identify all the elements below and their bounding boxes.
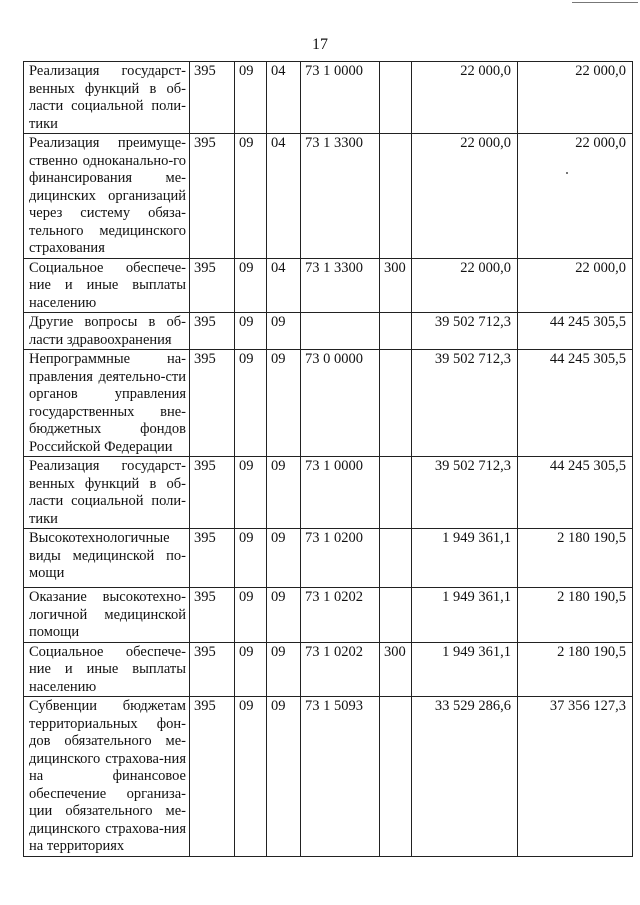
amount-year-1: 33 529 286,6 xyxy=(412,697,518,857)
row-name: Непрограммные на-правления деятельно-сти органов управления государственных вне-бюджетных фондов Российской Федерации xyxy=(24,350,190,457)
subsection-code: 09 xyxy=(267,529,301,588)
amount-year-1: 22 000,0 xyxy=(412,134,518,259)
scan-artifact-top xyxy=(572,2,638,3)
expense-type-code xyxy=(380,457,412,529)
table-row xyxy=(24,134,633,259)
subsection-code: 09 xyxy=(267,697,301,857)
amount-year-2: 2 180 190,5 xyxy=(518,642,633,697)
amount-year-2: 2 180 190,5 xyxy=(518,588,633,643)
row-name: Реализация преимуще-ственно одноканально-го финансирования ме-дицинских организаций через систему обяза-тельного медицинского страхования xyxy=(24,134,190,259)
admin-code: 395 xyxy=(190,134,235,259)
admin-code: 395 xyxy=(190,350,235,457)
target-code: 73 1 3300 xyxy=(301,258,380,313)
section-code: 09 xyxy=(235,529,267,588)
admin-code: 395 xyxy=(190,588,235,643)
amount-year-1: 1 949 361,1 xyxy=(412,588,518,643)
amount-year-1: 39 502 712,3 xyxy=(412,313,518,350)
target-code: 73 1 0202 xyxy=(301,588,380,643)
row-name: Социальное обеспече-ние и иные выплаты населению xyxy=(24,258,190,313)
admin-code: 395 xyxy=(190,457,235,529)
target-code: 73 1 0000 xyxy=(301,62,380,134)
amount-year-1: 39 502 712,3 xyxy=(412,457,518,529)
target-code xyxy=(301,313,380,350)
target-code: 73 0 0000 xyxy=(301,350,380,457)
target-code: 73 1 0000 xyxy=(301,457,380,529)
amount-year-1: 1 949 361,1 xyxy=(412,529,518,588)
admin-code: 395 xyxy=(190,313,235,350)
subsection-code: 09 xyxy=(267,642,301,697)
subsection-code: 09 xyxy=(267,457,301,529)
expense-type-code xyxy=(380,313,412,350)
admin-code: 395 xyxy=(190,62,235,134)
amount-year-2: 22 000,0 xyxy=(518,62,633,134)
expense-type-code: 300 xyxy=(380,258,412,313)
section-code: 09 xyxy=(235,134,267,259)
amount-year-1: 22 000,0 xyxy=(412,258,518,313)
expense-type-code xyxy=(380,697,412,857)
section-code: 09 xyxy=(235,697,267,857)
table-row xyxy=(24,642,633,697)
row-name: Высокотехнологичные виды медицинской по-мощи xyxy=(24,529,190,588)
row-name: Социальное обеспече-ние и иные выплаты населению xyxy=(24,642,190,697)
table-row xyxy=(24,697,633,857)
admin-code: 395 xyxy=(190,529,235,588)
section-code: 09 xyxy=(235,313,267,350)
subsection-code: 04 xyxy=(267,258,301,313)
admin-code: 395 xyxy=(190,697,235,857)
amount-year-2: 2 180 190,5 xyxy=(518,529,633,588)
amount-year-2: 44 245 305,5 xyxy=(518,457,633,529)
subsection-code: 09 xyxy=(267,313,301,350)
page-number: 17 xyxy=(312,36,328,53)
table-row xyxy=(24,313,633,350)
table-row xyxy=(24,529,633,588)
target-code: 73 1 3300 xyxy=(301,134,380,259)
row-name: Реализация государст-венных функций в об-ласти социальной поли-тики xyxy=(24,62,190,134)
amount-year-2: 22 000,0 xyxy=(518,258,633,313)
amount-year-1: 39 502 712,3 xyxy=(412,350,518,457)
section-code: 09 xyxy=(235,642,267,697)
target-code: 73 1 0202 xyxy=(301,642,380,697)
table-row xyxy=(24,457,633,529)
row-name: Реализация государст-венных функций в об-ласти социальной поли-тики xyxy=(24,457,190,529)
target-code: 73 1 5093 xyxy=(301,697,380,857)
expense-type-code xyxy=(380,62,412,134)
amount-year-2: 22 000,0 xyxy=(518,134,633,259)
amount-year-1: 22 000,0 xyxy=(412,62,518,134)
table-row xyxy=(24,588,633,643)
amount-year-2: 37 356 127,3 xyxy=(518,697,633,857)
admin-code: 395 xyxy=(190,258,235,313)
expense-type-code: 300 xyxy=(380,642,412,697)
expense-type-code xyxy=(380,588,412,643)
expense-type-code xyxy=(380,350,412,457)
section-code: 09 xyxy=(235,62,267,134)
section-code: 09 xyxy=(235,350,267,457)
table-row xyxy=(24,62,633,134)
target-code: 73 1 0200 xyxy=(301,529,380,588)
row-name: Субвенции бюджетам территориальных фон-дов обязательного ме-дицинского страхова-ния на финансовое обеспечение организа-ции обязательного ме-дицинского страхова-ния на территориях xyxy=(24,697,190,857)
amount-year-2: 44 245 305,5 xyxy=(518,313,633,350)
amount-year-1: 1 949 361,1 xyxy=(412,642,518,697)
amount-year-2: 44 245 305,5 xyxy=(518,350,633,457)
subsection-code: 09 xyxy=(267,350,301,457)
expense-type-code xyxy=(380,134,412,259)
table-row xyxy=(24,258,633,313)
subsection-code: 09 xyxy=(267,588,301,643)
section-code: 09 xyxy=(235,588,267,643)
section-code: 09 xyxy=(235,457,267,529)
budget-table xyxy=(23,61,633,857)
section-code: 09 xyxy=(235,258,267,313)
subsection-code: 04 xyxy=(267,134,301,259)
admin-code: 395 xyxy=(190,642,235,697)
subsection-code: 04 xyxy=(267,62,301,134)
row-name: Другие вопросы в об-ласти здравоохранения xyxy=(24,313,190,350)
row-name: Оказание высокотехно-логичной медицинской помощи xyxy=(24,588,190,643)
expense-type-code xyxy=(380,529,412,588)
table-row xyxy=(24,350,633,457)
